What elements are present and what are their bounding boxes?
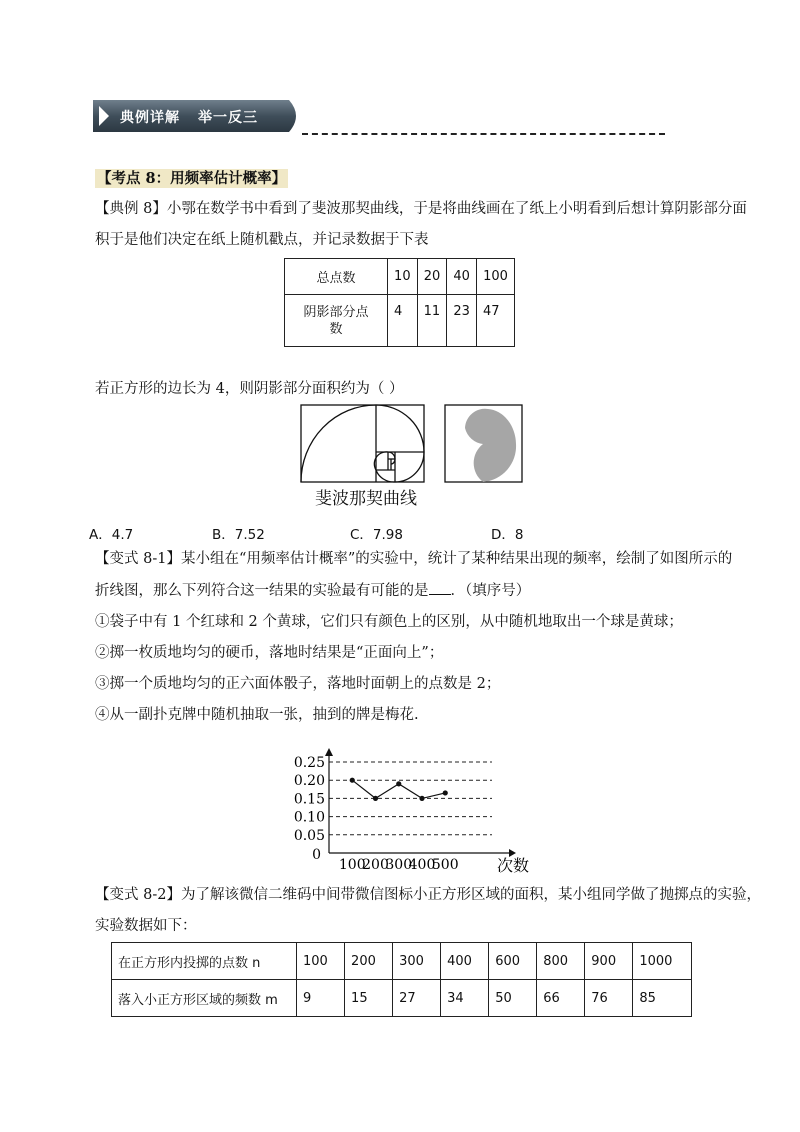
table-cell-header xyxy=(285,295,388,347)
data-point xyxy=(443,790,448,795)
table-cell: 47 xyxy=(476,295,514,347)
table-cell: 20 xyxy=(417,259,447,295)
variant1-line-2 xyxy=(95,580,530,601)
variant2-line-1: 【变式 8-2】为了解该微信二维码中间带微信图标小正方形区域的面积，某小组同学做了抛掷点的实验， xyxy=(95,887,761,903)
banner-title-part1: 典例详解 xyxy=(120,110,180,126)
table-cell: 10 xyxy=(388,259,418,295)
banner-title-part2: 举一反三 xyxy=(198,110,258,126)
y-tick-label: 0.15 xyxy=(293,791,325,808)
variant2-line-2: 实验数据如下： xyxy=(95,918,197,934)
y-tick-label: 0.25 xyxy=(293,755,325,771)
table-cell: 85 xyxy=(633,980,692,1017)
variant2-data-table xyxy=(111,942,692,1017)
table-header-part: 数 xyxy=(329,321,343,337)
table-cell: 100 xyxy=(297,943,345,980)
table-cell: 15 xyxy=(345,980,393,1017)
table-cell-header: 在正方形内投掷的点数 n xyxy=(112,943,297,980)
table-cell: 900 xyxy=(585,943,633,980)
data-point xyxy=(419,796,424,801)
banner-title xyxy=(120,107,258,127)
table-cell: 600 xyxy=(489,943,537,980)
table-cell: 9 xyxy=(297,980,345,1017)
table-cell: 400 xyxy=(441,943,489,980)
option-d: D．8 xyxy=(491,527,524,543)
y-axis-arrow xyxy=(325,748,333,756)
variant1-item-2: ②掷一枚质地均匀的硬币，落地时结果是“正面向上”； xyxy=(95,645,444,661)
table-cell: 300 xyxy=(393,943,441,980)
x-tick-label: 300 xyxy=(385,857,413,873)
variant1-item-3: ③掷一个质地均匀的正六面体骰子，落地时面朝上的点数是 2； xyxy=(95,676,501,692)
variant1-line-2-tail: ．（填序号） xyxy=(450,583,531,599)
shaded-region-drawing xyxy=(445,405,522,482)
x-tick-label: 500 xyxy=(431,857,459,873)
fibonacci-spiral-drawing xyxy=(301,405,424,482)
table-cell: 66 xyxy=(537,980,585,1017)
example-line-1: 【典例 8】小鄂在数学书中看到了斐波那契曲线，于是将曲线画在了纸上小明看到后想计算阴影部分面 xyxy=(95,201,747,217)
table-cell: 800 xyxy=(537,943,585,980)
fibonacci-figure xyxy=(300,404,526,490)
table-cell: 4 xyxy=(388,295,418,347)
option-b: B．7.52 xyxy=(212,527,265,543)
y-tick-label: 0.10 xyxy=(293,809,325,826)
table-cell: 200 xyxy=(345,943,393,980)
variant1-line-2-text: 折线图，那么下列符合这一结果的实验最有可能的是 xyxy=(95,583,429,599)
x-tick-label: 400 xyxy=(408,857,436,873)
x-tick-label: 100 xyxy=(338,857,366,873)
y-tick-label: 0.05 xyxy=(293,827,325,844)
frequency-line-chart xyxy=(285,748,545,874)
variant1-line-1: 【变式 8-1】某小组在“用频率估计概率”的实验中，统计了某种结果出现的频率，绘制了如图所示的 xyxy=(95,551,733,567)
table-cell: 34 xyxy=(441,980,489,1017)
option-c: C．7.98 xyxy=(350,527,403,543)
table-cell: 100 xyxy=(476,259,514,295)
example-data-table xyxy=(284,258,515,347)
x-tick-label: 200 xyxy=(362,857,389,873)
example-line-2: 积于是他们决定在纸上随机戳点，并记录数据于下表 xyxy=(95,232,429,248)
variant1-item-1: ①袋子中有 1 个红球和 2 个黄球，它们只有颜色上的区别，从中随机地取出一个球是黄球； xyxy=(95,614,683,630)
table-cell: 11 xyxy=(417,295,447,347)
table-cell: 27 xyxy=(393,980,441,1017)
answer-blank[interactable] xyxy=(429,580,451,595)
table-cell: 76 xyxy=(585,980,633,1017)
variant1-item-4: ④从一副扑克牌中随机抽取一张，抽到的牌是梅花. xyxy=(95,707,419,723)
banner-dashed-divider xyxy=(302,133,665,135)
example-question: 若正方形的边长为 4，则阴影部分面积约为（ ） xyxy=(95,381,404,397)
table-cell: 1000 xyxy=(633,943,692,980)
table-cell: 50 xyxy=(489,980,537,1017)
kaodian-label: 【考点 8：用频率估计概率】 xyxy=(97,170,287,187)
data-point xyxy=(350,778,355,783)
option-a: A．4.7 xyxy=(89,527,134,543)
table-header-part: 阴影部分点 xyxy=(303,304,369,320)
x-axis-label: 次数 xyxy=(497,856,530,874)
figure-caption: 斐波那契曲线 xyxy=(315,489,417,509)
table-cell: 40 xyxy=(447,259,477,295)
table-cell-header: 落入小正方形区域的频数 m xyxy=(112,980,297,1017)
origin-label: 0 xyxy=(312,847,321,863)
y-tick-label: 0.20 xyxy=(293,773,325,790)
table-cell: 23 xyxy=(447,295,477,347)
data-point xyxy=(396,781,401,786)
kaodian-heading xyxy=(95,169,288,189)
table-cell-header: 总点数 xyxy=(285,259,388,295)
data-point xyxy=(373,796,378,801)
